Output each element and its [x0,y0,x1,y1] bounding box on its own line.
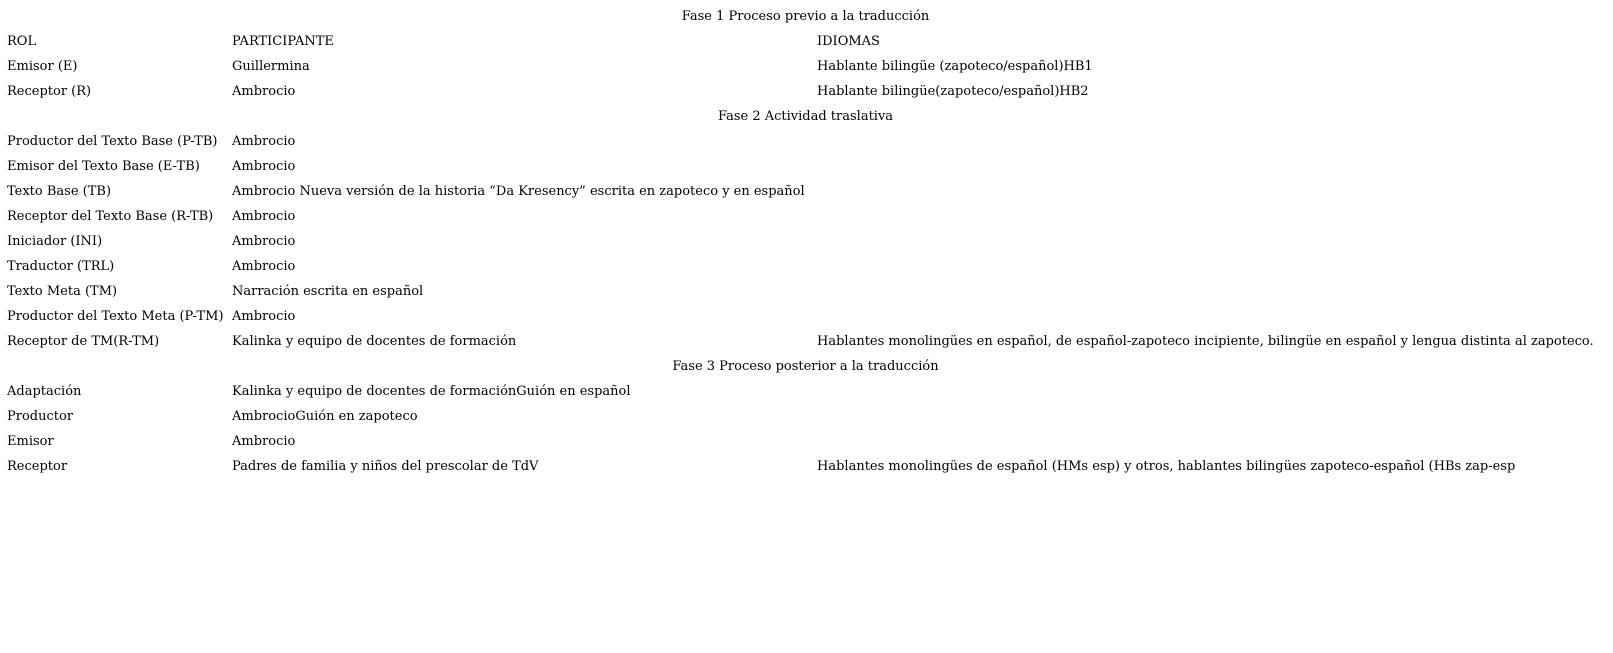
phase-header-row [3,354,1608,379]
cell-rol: Receptor del Texto Base (R-TB) [7,209,214,224]
cell-idiomas: Hablante bilingüe(zapoteco/español)HB2 [817,84,1089,99]
cell-rol: Adaptación [7,384,82,399]
table-row [3,229,1608,254]
phase-3-title: Fase 3 Proceso posterior a la traducción [672,359,939,374]
cell-participante: Ambrocio [232,434,296,449]
table-row [3,204,1608,229]
cell-idiomas [813,254,1608,279]
table-row [3,279,1608,304]
cell-rol: Productor [7,409,74,424]
cell-rol: Emisor (E) [7,59,78,74]
table-row [3,454,1608,479]
table-row [3,129,1608,154]
cell-rol: Receptor (R) [7,84,92,99]
cell-participante: Ambrocio [232,234,296,249]
cell-participante: Ambrocio [232,259,296,274]
cell-idiomas [813,379,1608,404]
cell-idiomas [813,179,1608,204]
cell-idiomas [813,304,1608,329]
table-row [3,179,1608,204]
phase-header-row [3,104,1608,129]
cell-rol: Texto Meta (TM) [7,284,118,299]
cell-participante: Ambrocio [232,159,296,174]
cell-participante: Guillermina [232,59,310,74]
cell-rol: Emisor [7,434,54,449]
table-row [3,79,1608,104]
cell-idiomas: Hablante bilingüe (zapoteco/español)HB1 [817,59,1093,74]
translation-roles-table [3,4,1608,479]
cell-participante: Ambrocio Nueva versión de la historia “Da Kresency” escrita en zapoteco y en español [232,184,805,199]
table-row [3,304,1608,329]
cell-rol: Texto Base (TB) [7,184,112,199]
cell-rol: Receptor [7,459,68,474]
cell-participante: Narración escrita en español [232,284,424,299]
cell-participante: Kalinka y equipo de docentes de formación [232,334,517,349]
cell-idiomas [813,279,1608,304]
header-idiomas: IDIOMAS [817,34,880,49]
cell-rol: Iniciador (INI) [7,234,103,249]
phase-header-row [3,4,1608,29]
table-row [3,154,1608,179]
cell-rol: Traductor (TRL) [7,259,115,274]
cell-participante: Ambrocio [232,84,296,99]
table-row [3,254,1608,279]
cell-participante: Kalinka y equipo de docentes de formaciónGuión en español [232,384,631,399]
cell-rol: Emisor del Texto Base (E-TB) [7,159,200,174]
header-participante: PARTICIPANTE [232,34,334,49]
cell-participante: Padres de familia y niños del prescolar de TdV [232,459,539,474]
cell-rol: Productor del Texto Meta (P-TM) [7,309,224,324]
cell-rol: Receptor de TM(R-TM) [7,334,160,349]
cell-participante: AmbrocioGuión en zapoteco [232,409,418,424]
column-header-row [3,29,1608,54]
phase-1-title: Fase 1 Proceso previo a la traducción [681,9,930,24]
table-row [3,379,1608,404]
table-row [3,329,1608,354]
header-rol: ROL [7,34,37,49]
cell-idiomas [813,229,1608,254]
phase-2-title: Fase 2 Actividad traslativa [717,109,894,124]
cell-participante: Ambrocio [232,134,296,149]
cell-participante: Ambrocio [232,209,296,224]
table-row [3,429,1608,454]
cell-idiomas: Hablantes monolingües en español, de español-zapoteco incipiente, bilingüe en español y lengua distinta al zapoteco. [817,334,1594,349]
cell-idiomas [813,154,1608,179]
cell-rol: Productor del Texto Base (P-TB) [7,134,218,149]
table-row [3,404,1608,429]
cell-idiomas [813,429,1608,454]
table-row [3,54,1608,79]
cell-idiomas [813,129,1608,154]
cell-idiomas [813,404,1608,429]
cell-idiomas: Hablantes monolingües de español (HMs esp) y otros, hablantes bilingües zapoteco-español (HBs zap-esp [817,459,1516,474]
cell-participante: Ambrocio [232,309,296,324]
cell-idiomas [813,204,1608,229]
